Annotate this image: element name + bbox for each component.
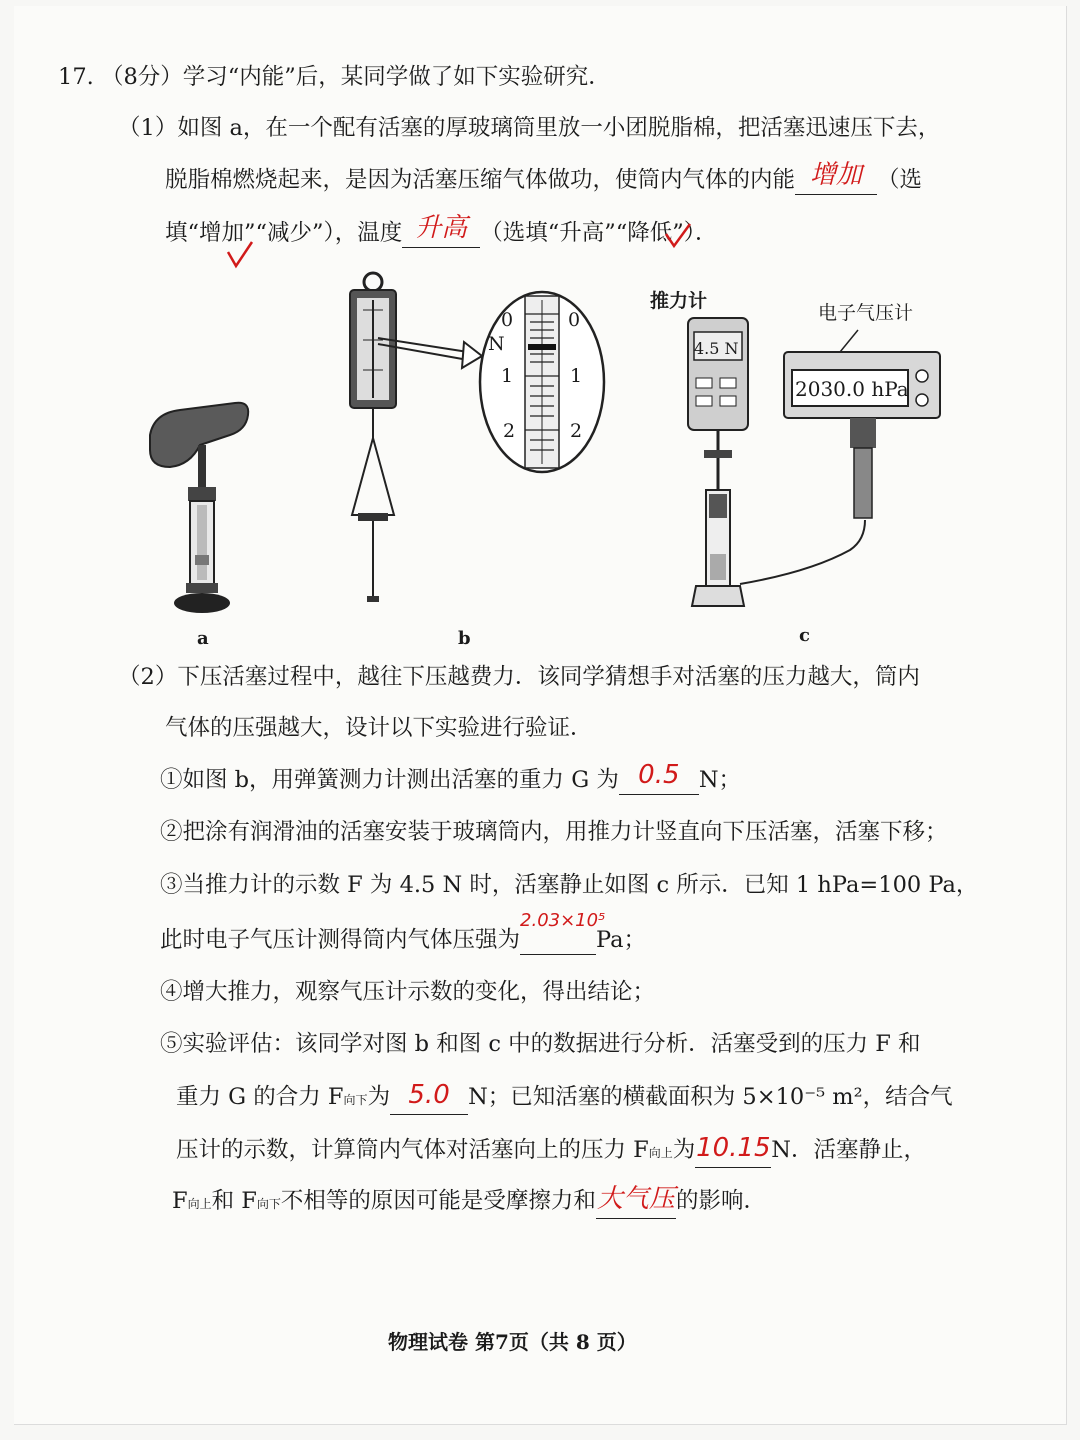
question-number: 17.	[58, 64, 94, 90]
figure-a-label: a	[197, 628, 209, 649]
step5-line4	[172, 1186, 766, 1219]
scale-two-right: 2	[570, 420, 583, 442]
subscript-up: 向上	[648, 1146, 673, 1160]
part1-line3-text: 填“增加”“减少”），温度	[165, 220, 403, 246]
step2-text: ②把涂有润滑油的活塞安装于玻璃筒内，用推力计竖直向下压活塞，活塞下移；	[160, 819, 948, 845]
pressure-answer: 2.03×10⁵	[520, 910, 606, 931]
step5-line2-b: 为	[367, 1084, 391, 1110]
weight-blank	[619, 760, 699, 795]
other-factor-blank	[596, 1184, 676, 1219]
part1-label: （1）	[118, 115, 178, 141]
subscript-down-2: 向下	[256, 1197, 281, 1211]
figure-b-spring-scale	[340, 270, 650, 610]
step5-line2	[176, 1082, 953, 1115]
part2-line2-text: 气体的压强越大，设计以下实验进行验证．	[165, 715, 593, 741]
part1-line2	[165, 160, 923, 195]
step5-line2-c: N；已知活塞的横截面积为 5×10⁻⁵ m²，结合气	[468, 1084, 953, 1110]
scale-one-left: 1	[501, 365, 514, 387]
other-factor-answer: 大气压	[596, 1184, 675, 1214]
step5-line1	[160, 1029, 921, 1059]
part1-line2-post: （选	[877, 167, 923, 193]
push-gauge-reading: 4.5 N	[694, 339, 739, 358]
resultant-answer: 5.0	[408, 1080, 450, 1110]
question-score: （8分）	[100, 64, 183, 90]
step1-post: N；	[698, 767, 742, 793]
step5-text: ⑤实验评估：该同学对图 b 和图 c 中的数据进行分析．活塞受到的压力 F 和	[160, 1031, 921, 1057]
figure-b-label: b	[458, 628, 471, 649]
subscript-up-2: 向上	[187, 1197, 212, 1211]
part2-line2	[165, 713, 593, 743]
pressure-blank	[520, 910, 606, 955]
question-stem: 学习“内能”后，某同学做了如下实验研究．	[182, 64, 611, 90]
resultant-blank	[390, 1080, 468, 1115]
part2-line1	[118, 662, 920, 692]
step5-line4-d: 的影响．	[675, 1188, 766, 1214]
part2-label: （2）	[118, 664, 178, 690]
check-mark-icon	[226, 240, 256, 270]
upward-force-answer: 10.15	[696, 1133, 771, 1163]
step5-line4-c: 不相等的原因可能是受摩擦力和	[280, 1188, 596, 1214]
internal-energy-answer: 增加	[810, 160, 863, 190]
page-footer: 物理试卷 第7页（共 8 页）	[388, 1330, 637, 1354]
step5-line4-a: F	[172, 1188, 188, 1214]
subscript-down: 向下	[343, 1093, 368, 1107]
question-header	[58, 62, 611, 92]
part2-line1-text: 下压活塞过程中，越往下压越费力．该同学猜想手对活塞的压力越大，筒内	[177, 664, 920, 690]
step2-line	[160, 817, 948, 847]
temperature-answer: 升高	[415, 213, 468, 243]
push-gauge-title: 推力计	[650, 290, 708, 312]
step3-text: ③当推力计的示数 F 为 4.5 N 时，活塞静止如图 c 所示．已知 1 hPa=100 Pa，	[160, 872, 979, 898]
scale-unit: N	[488, 333, 505, 355]
step5-line2-a: 重力 G 的合力 F	[176, 1084, 344, 1110]
step5-line3-c: N．活塞静止，	[771, 1137, 926, 1163]
step5-line4-b: 和 F	[211, 1188, 257, 1214]
step1-line	[160, 760, 742, 795]
scale-two-left: 2	[503, 420, 516, 442]
barometer-title: 电子气压计	[818, 302, 914, 324]
temperature-blank	[402, 213, 480, 248]
step5-line3	[176, 1135, 926, 1168]
barometer-reading: 2030.0 hPa	[795, 377, 909, 401]
step4-text: ④增大推力，观察气压计示数的变化，得出结论；	[160, 979, 656, 1005]
step4-line	[160, 977, 655, 1007]
weight-answer: 0.5	[638, 760, 680, 790]
step3-line1	[160, 870, 978, 900]
scale-zero-left: 0	[501, 309, 514, 331]
part1-text: 如图 a，在一个配有活塞的厚玻璃筒里放一小团脱脂棉，把活塞迅速压下去，	[177, 115, 941, 141]
step1-text: ①如图 b，用弹簧测力计测出活塞的重力 G 为	[160, 767, 619, 793]
step3-line2-text: 此时电子气压计测得筒内气体压强为	[160, 927, 521, 953]
part1-line2-text: 脱脂棉燃烧起来，是因为活塞压缩气体做功，使筒内气体的内能	[165, 167, 796, 193]
scale-one-right: 1	[570, 365, 583, 387]
internal-energy-blank	[795, 160, 877, 195]
check-mark-icon	[664, 222, 694, 252]
step5-line3-b: 为	[672, 1137, 696, 1163]
part1-line1	[118, 113, 940, 143]
scale-zero-right: 0	[568, 309, 581, 331]
step5-line3-a: 压计的示数，计算筒内气体对活塞向上的压力 F	[176, 1137, 649, 1163]
figure-a-fire-piston	[140, 395, 270, 620]
figure-c-label: c	[799, 625, 810, 646]
part1-line3-post: （选填“升高”“降低”）．	[480, 220, 718, 246]
upward-force-blank	[695, 1133, 771, 1168]
step3-line2-post: Pa；	[596, 927, 647, 953]
